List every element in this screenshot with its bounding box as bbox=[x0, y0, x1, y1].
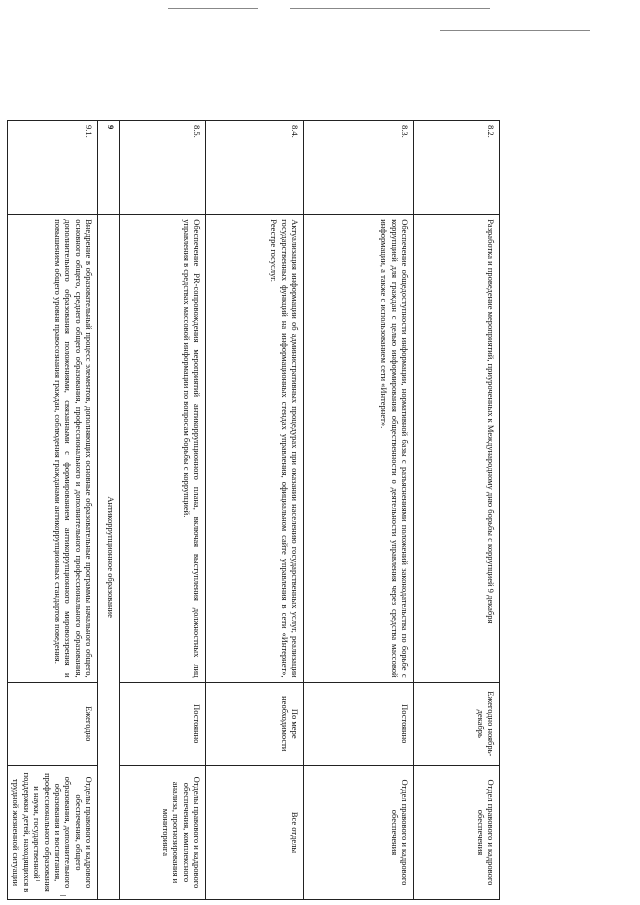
row-activity: Актуализация информации об административных процедурах при оказании населению государственных услуг, реализации государственных функций на информационных стендах управления, официальном сайте управления в сети «Интернет», Реестре госуслуг. bbox=[206, 215, 304, 682]
scan-artifact-line bbox=[440, 30, 590, 31]
scan-artifact-line bbox=[36, 880, 40, 881]
section-title: Антикоррупционное образование bbox=[98, 215, 120, 900]
row-term: Постоянно bbox=[304, 682, 414, 765]
scan-artifact-line bbox=[290, 8, 490, 9]
row-number: 8.5. bbox=[120, 121, 206, 215]
scan-artifact-line bbox=[60, 895, 66, 896]
table-row bbox=[206, 121, 304, 900]
row-activity: Обеспечение общедоступности информации, нормативной базы с разъяснениями положений законодательства по борьбе с коррупцией для граждан с целью информирования общественности о деятельности управления через средства массовой информации, а также с использованием сети «Интернет». bbox=[304, 215, 414, 682]
row-term: Ежегодно ноябрь-декабрь bbox=[414, 682, 500, 765]
row-responsible: Все отделы bbox=[206, 765, 304, 899]
row-responsible: Отдел правового и кадрового обеспечения bbox=[304, 765, 414, 899]
row-number: 8.4. bbox=[206, 121, 304, 215]
table-row bbox=[304, 121, 414, 900]
row-term: Ежегодно bbox=[8, 682, 98, 765]
section-header-row bbox=[98, 121, 120, 900]
row-activity: Внедрение в образовательный процесс элементов, дополняющих основные образовательные программы начального общего, основного общего, среднего общего образования, профессионального и дополнительного профессионального образования, дополнительного образования положениями, связанными с формированием антикоррупционного мировоззрения и повышением общего уровня правосознания граждан, соблюдения гражданами антикоррупционных стандартов поведения. bbox=[8, 215, 98, 682]
table-row bbox=[8, 121, 98, 900]
row-activity: Обеспечение PR-сопровождения мероприятий антикоррупционного плана, включая выступления должностных лиц управления в средствах массовой информации по вопросам борьбы с коррупцией. bbox=[120, 215, 206, 682]
anticorruption-plan-table bbox=[7, 120, 500, 900]
scan-artifact-line bbox=[168, 8, 258, 9]
row-activity: Разработка и проведение мероприятий, приуроченных к Международному дню борьбы с коррупцией 9 декабря bbox=[414, 215, 500, 682]
row-term: По мере необходимости bbox=[206, 682, 304, 765]
row-responsible: Отделы правового и кадрового обеспечения, общего образования, дополнительного образования и воспитания, профессионального образования и науки, государственной поддержки детей, находящихся в трудной жизненной ситуации bbox=[8, 765, 98, 899]
row-number: 8.2. bbox=[414, 121, 500, 215]
section-number: 9 bbox=[98, 121, 120, 215]
table-row bbox=[414, 121, 500, 900]
row-term: Постоянно bbox=[120, 682, 206, 765]
row-number: 9.1. bbox=[8, 121, 98, 215]
table-row bbox=[120, 121, 206, 900]
row-responsible: Отдел правового и кадрового обеспечения bbox=[414, 765, 500, 899]
row-number: 8.3. bbox=[304, 121, 414, 215]
rotated-table-page bbox=[11, 120, 500, 900]
row-responsible: Отделы правового и кадрового обеспечения, комплексного анализа, прогнозирования и мониторинга bbox=[120, 765, 206, 899]
